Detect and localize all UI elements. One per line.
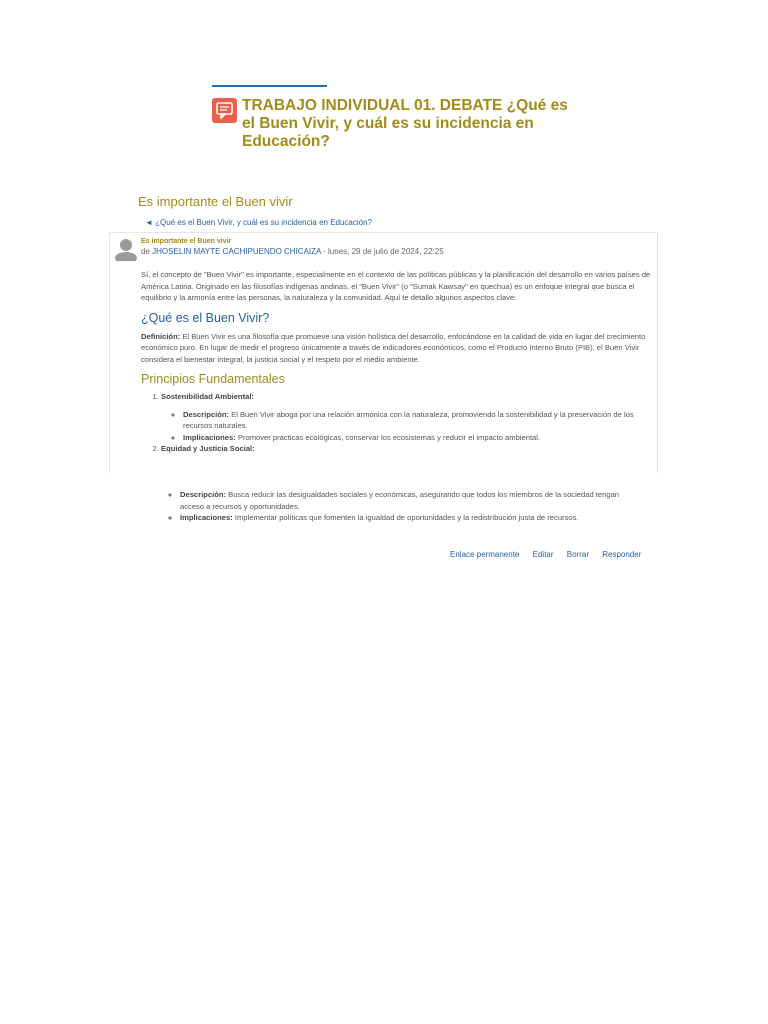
list-item [161,443,653,455]
post-actions [450,550,652,559]
implications-text: Implementar políticas que fomenten la igualdad de oportunidades y la redistribución justa de recursos. [234,513,579,522]
heading-principles: Principios Fundamentales [141,372,285,386]
reply-link[interactable]: Responder [602,550,642,559]
implications-label: Implicaciones: [183,432,236,442]
post-header [141,237,651,257]
principles-list [141,391,653,455]
description-text: El Buen Vivir aboga por una relación armónica con la naturaleza, promoviendo la sostenibilidad y la preservación de los recursos naturales. [183,409,634,430]
edit-link[interactable]: Editar [532,550,554,559]
implications-text: Promover prácticas ecológicas, conservar los ecosistemas y reducir el impacto ambiental. [237,432,541,442]
avatar [115,237,137,261]
parent-discussion-link[interactable]: ◄ ¿Qué es el Buen Vivir, y cuál es su incidencia en Educación? [145,218,373,227]
post-subject: Es importante el Buen vivir [141,238,232,245]
forum-icon [212,98,237,123]
principle-title: Sostenibilidad Ambiental: [161,392,254,401]
post-body [141,269,653,455]
principle-details [161,409,653,444]
definition-label: Definición: [141,331,181,341]
forum-post [109,232,658,473]
post-intro: Sí, el concepto de "Buen Vivir" es importante, especialmente en el contexto de las políticas públicas y la planificación del desarrollo en varios países de América Latina. Originado en las filosofías indígenas andinas, el "Buen Vivir" (o "Sumak Kawsay" en quechua) es un enfoque integral que busca el equilibrio y la armonía entre las personas, la naturaleza y la comunidad. Aquí te detallo algunos aspectos clave: [141,270,651,302]
list-item [180,489,642,512]
description-label: Descripción: [180,490,226,499]
principle-details [180,489,642,524]
definition-paragraph [141,331,653,366]
description-label: Descripción: [183,409,229,419]
implications-label: Implicaciones: [180,513,233,522]
definition-text: El Buen Vivir es una filosofía que promueve una visión holística del desarrollo, enfocándose en la calidad de vida en lugar del crecimiento económico puro. En lugar de medir el progreso únicamente a través de indicadores económicos, como el Producto Interno Bruto (PIB), el Buen Vivir considera el bienestar integral, la justicia social y el respeto por el medio ambiente. [141,331,646,364]
permalink-link[interactable]: Enlace permanente [450,550,520,559]
author-link[interactable]: JHOSELIN MAYTE CACHIPUENDO CHICAIZA [152,247,321,256]
post-byline [141,246,651,257]
delete-link[interactable]: Borrar [566,550,589,559]
by-prefix: de [141,247,150,256]
list-item [183,409,653,432]
principle-title: Equidad y Justicia Social: [161,444,255,453]
list-item [183,432,653,444]
list-item [161,391,653,443]
post-continuation [180,489,642,524]
activity-title: TRABAJO INDIVIDUAL 01. DEBATE ¿Qué es el Buen Vivir, y cuál es su incidencia en Educación? [242,97,568,150]
list-item [180,512,642,524]
post-date: - lunes, 29 de julio de 2024, 22:25 [323,247,444,256]
description-text: Busca reducir las desigualdades sociales y económicas, asegurando que todos los miembros de la sociedad tengan acceso a recursos y oportunidades. [180,490,620,511]
top-divider [212,85,327,87]
discussion-title: Es importante el Buen vivir [138,194,293,209]
heading-what-is: ¿Qué es el Buen Vivir? [141,310,270,325]
